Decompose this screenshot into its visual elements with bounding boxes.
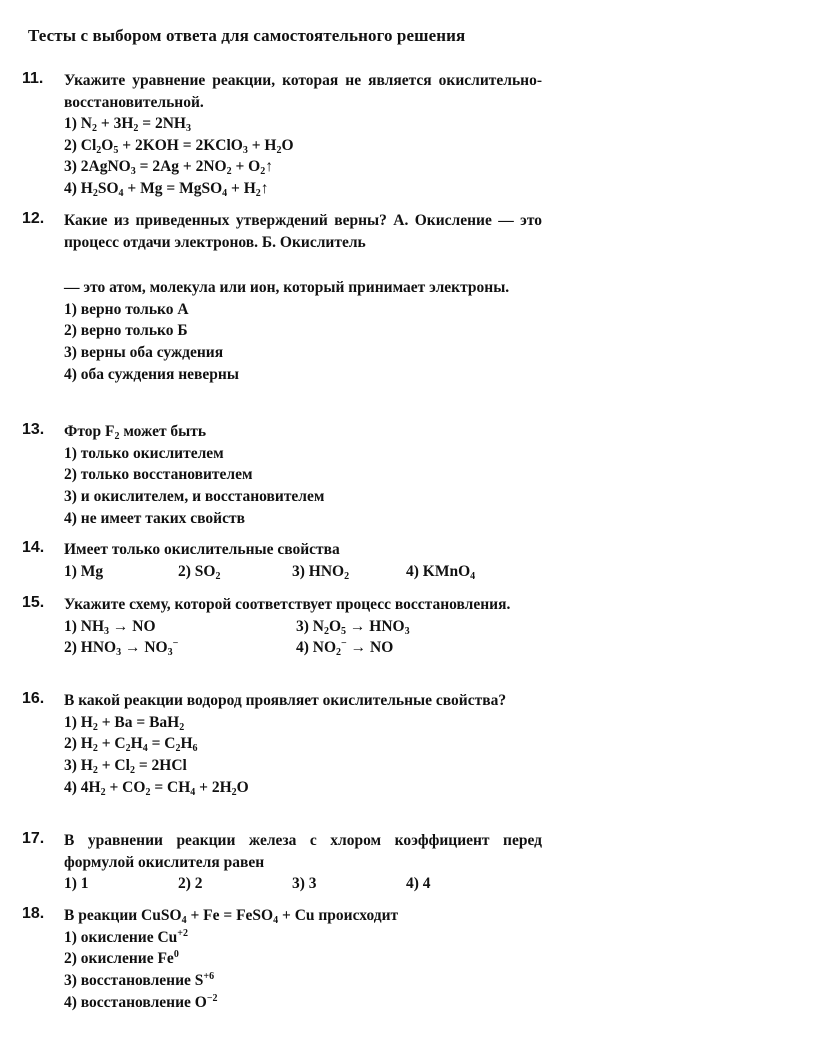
answer-option: 4) восстановление $O^{-2}$ <box>64 992 218 1011</box>
answer-option: 2) окисление Fe$^0$ <box>64 949 179 968</box>
question-18 <box>22 905 542 1013</box>
answer-option: 1) $H_2 + Ba = BaH_2$ <box>64 713 185 733</box>
question-text: В какой реакции водород проявляет окислительные свойства? <box>64 692 507 709</box>
question-text <box>64 210 542 299</box>
answer-option: 3) $N_2O_5 \to HNO_3$ <box>296 617 410 637</box>
question-text: Укажите схему, которой соответствует процесс восстановления. <box>64 596 511 613</box>
answer-option: 4) $4H_2 + CO_2 = CH_4 + 2H_2O$ <box>64 778 249 798</box>
answer-options <box>64 443 542 530</box>
question-text: Имеет только окислительные свойства <box>64 541 340 558</box>
answer-option: 1) окисление $Cu^{+2}$ <box>64 927 188 946</box>
answer-option: 4) $H_2SO_4 + Mg$ = MgSO$_4$ + $H_2↑$ <box>64 180 269 200</box>
answer-option: 2) $SO_2$ <box>178 562 221 582</box>
answer-option: 1) $NH_3$ → NO <box>64 617 156 637</box>
answer-option: 1) 1 <box>64 875 89 892</box>
answer-option: 4) 4 <box>406 875 431 892</box>
answer-options <box>64 561 542 583</box>
question-number: 16. <box>22 690 45 707</box>
question-11 <box>22 70 542 200</box>
question-number: 11. <box>22 70 44 87</box>
question-14 <box>22 539 542 582</box>
answer-option: 3) $H_2 + Cl_2 = 2HCl$ <box>64 756 187 776</box>
question-text: В реакции CuSO$_4$ + Fe = FeSO$_4$ + Cu происходит <box>64 907 399 926</box>
answer-option: 4) KMnO$_4$ <box>406 562 476 582</box>
answer-option: 2) 2 <box>178 875 203 892</box>
answer-option: 2) верно только Б <box>64 322 188 340</box>
question-number: 17. <box>22 830 45 847</box>
answer-option: 3) верны оба суждения <box>64 343 224 361</box>
question-text-part1: Какие из приведенных утверждений верны? А. Окисление — это процесс отдачи электронов. Б. Окислитель <box>64 212 542 251</box>
question-text-part2: — это атом, молекула или ион, который принимает электроны. <box>64 279 510 296</box>
question-13 <box>22 421 542 529</box>
question-16 <box>22 690 542 798</box>
question-text: Укажите уравнение реакции, которая не является окислительно-восстановительной. <box>64 72 542 111</box>
question-text: В уравнении реакции железа с хлором коэффициент перед формулой окислителя равен <box>64 832 542 871</box>
question-text: Фтор $F_2$ может быть <box>64 423 207 442</box>
answer-options <box>64 299 542 386</box>
answer-option: 1) $N_2 + 3H_2 = 2NH_3$ <box>64 115 191 134</box>
answer-option: 1) только окислителем <box>64 444 224 462</box>
question-number: 12. <box>22 210 45 227</box>
page-title: Тесты с выбором ответа для самостоятельного решения <box>28 26 466 45</box>
answer-options <box>64 113 542 200</box>
question-number: 13. <box>22 421 45 438</box>
answer-option: 2) $H_2 + C_2H_4 = C_2H_6$ <box>64 735 198 755</box>
answer-option: 4) оба суждения неверны <box>64 365 239 383</box>
answer-option: 3) 2AgNO$_3$ = $2Ag + 2NO_2$ + $O_2↑$ <box>64 158 273 178</box>
question-12 <box>22 210 542 385</box>
answer-options <box>64 873 542 895</box>
answer-option: 3) $HNO_2$ <box>292 562 350 582</box>
answer-option: 1) верно только А <box>64 300 189 318</box>
answer-option: 3) и окислителем, и восстановителем <box>64 487 325 505</box>
question-15 <box>22 594 542 659</box>
question-number: 14. <box>22 539 45 556</box>
question-17 <box>22 830 542 895</box>
answer-option: 2) $HNO_3 \to NO_3^-$ <box>64 638 179 659</box>
question-number: 15. <box>22 594 45 611</box>
answer-option: 3) восстановление $S^{+6}$ <box>64 970 215 989</box>
question-number: 18. <box>22 905 45 922</box>
answer-option: 3) 3 <box>292 875 317 892</box>
answer-option: 2) $Cl_2O_5 + 2KOH$ = 2KClO$_3$ + $H_2O$ <box>64 136 294 156</box>
answer-options <box>64 712 542 799</box>
answer-options <box>64 927 542 1014</box>
answer-options <box>64 616 542 659</box>
answer-option: 2) только восстановителем <box>64 466 253 484</box>
answer-option: 4) $NO_2^-$ → NO <box>296 638 394 659</box>
answer-option: 4) не имеет таких свойств <box>64 509 245 527</box>
answer-option: 1) Mg <box>64 562 104 580</box>
